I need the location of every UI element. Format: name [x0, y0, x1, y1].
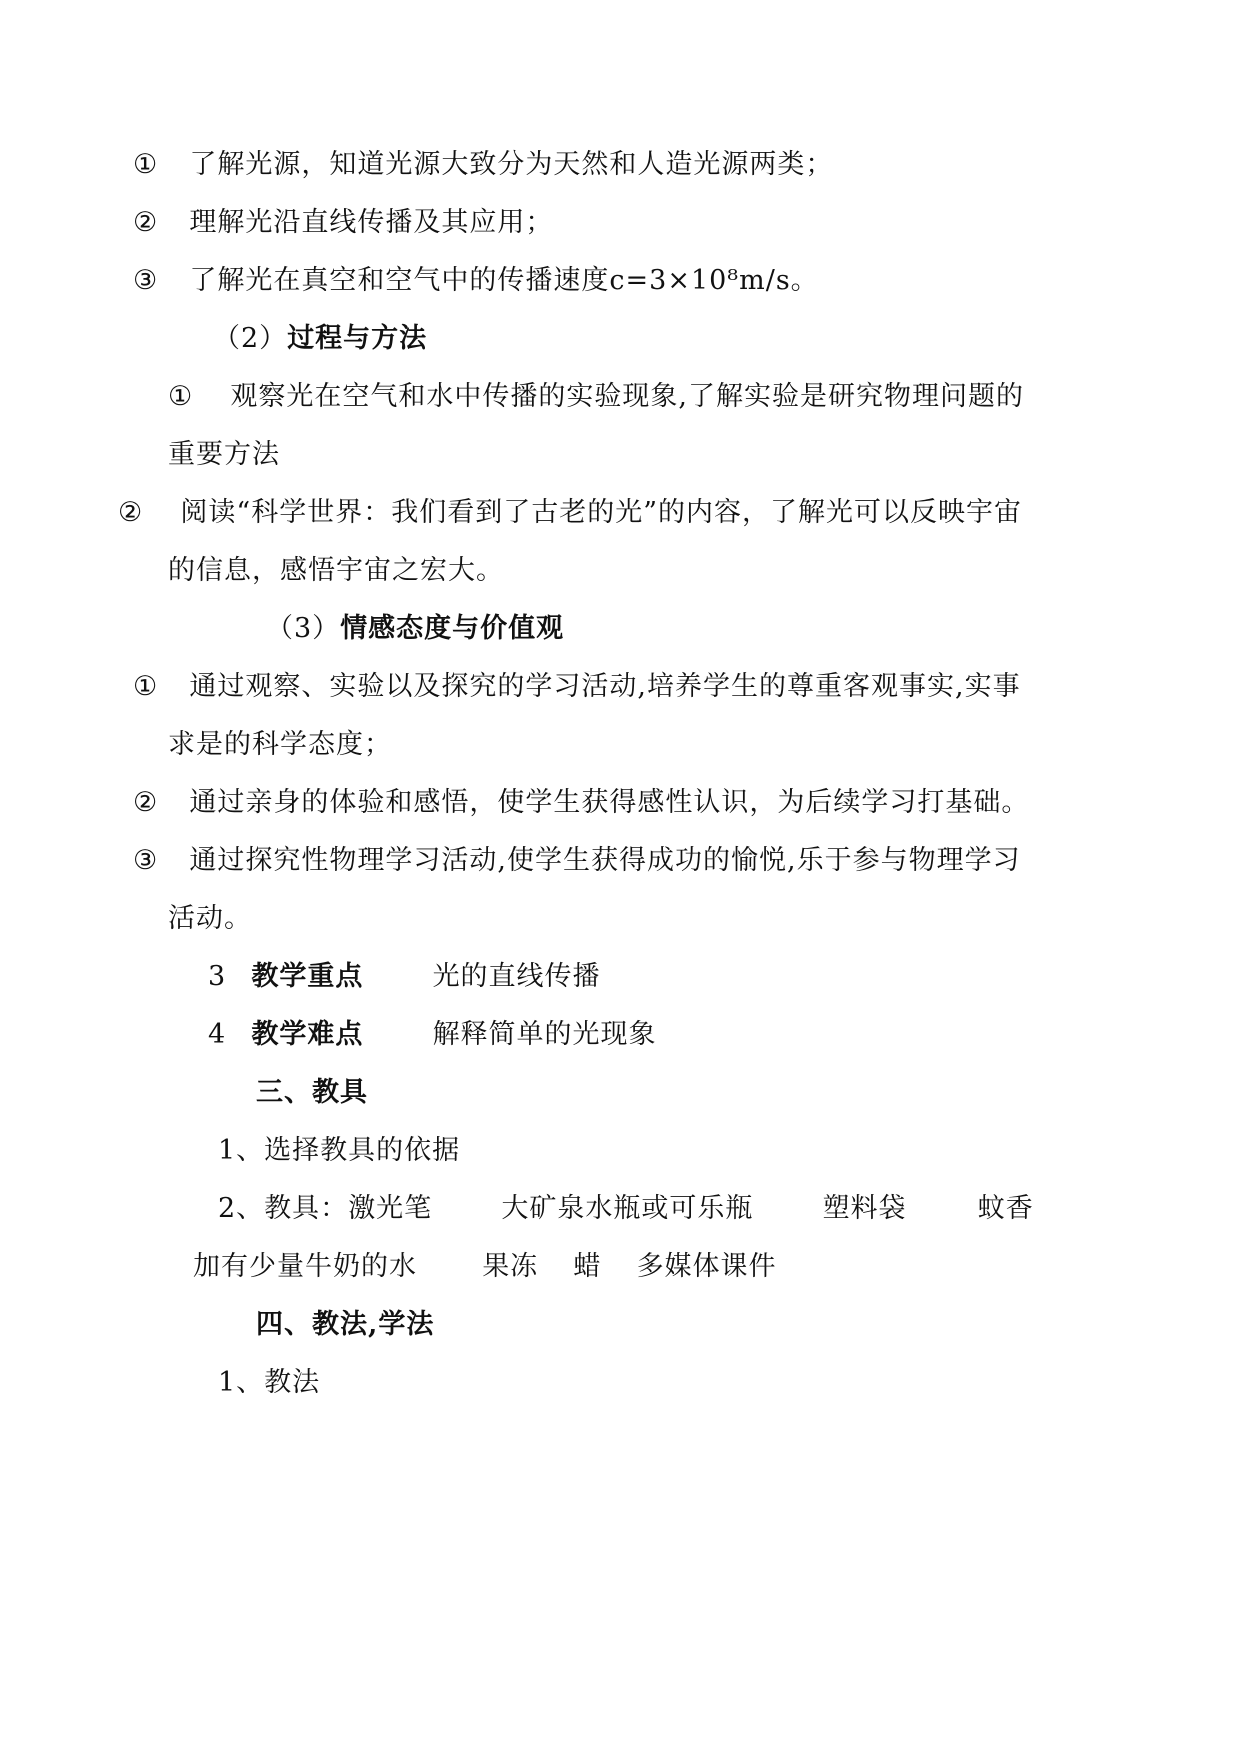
list-marker: ①	[168, 381, 194, 412]
knowledge-item-2	[133, 206, 553, 240]
list-prefix: 2、教具：	[218, 1193, 349, 1224]
process-item-2-continued	[168, 554, 504, 588]
emotion-item-2	[133, 786, 1029, 820]
list-text: 的信息，感悟宇宙之宏大。	[168, 555, 504, 586]
aid-item: 加有少量牛奶的水	[193, 1251, 417, 1282]
list-marker: ③	[133, 845, 159, 876]
section-number: 4	[208, 1019, 227, 1050]
emotion-item-1	[133, 670, 1021, 704]
list-text: 观察光在空气和水中传播的实验现象,了解实验是研究物理问题的	[230, 381, 1024, 412]
process-item-2	[118, 496, 1022, 530]
aid-item: 蚊香	[977, 1193, 1034, 1224]
list-text: 通过亲身的体验和感悟，使学生获得感性认识，为后续学习打基础。	[189, 787, 1030, 818]
aid-item: 蜡	[573, 1251, 602, 1282]
list-text: 了解光在真空和空气中的传播速度c=3×10⁸m/s。	[189, 265, 819, 296]
list-text: 通过观察、实验以及探究的学习活动,培养学生的尊重客观事实,实事	[189, 671, 1021, 702]
list-text: 重要方法	[168, 439, 280, 470]
list-text: 理解光沿直线传播及其应用；	[189, 207, 554, 238]
key-point-label: 教学重点	[251, 961, 364, 992]
list-marker: ③	[133, 265, 159, 296]
section-number: 3	[208, 961, 227, 992]
key-point-line	[208, 960, 601, 994]
emotion-heading	[266, 612, 564, 646]
emotion-item-1-continued	[168, 728, 392, 762]
list-text: 求是的科学态度；	[168, 729, 392, 760]
list-marker: ②	[118, 497, 144, 528]
teaching-aids-list-continued	[193, 1250, 777, 1284]
list-text: 活动。	[168, 903, 252, 934]
process-item-1-continued	[168, 438, 280, 472]
difficulty-line	[208, 1018, 657, 1052]
aid-item: 果冻	[482, 1251, 539, 1282]
teaching-aids-heading: 三、教具	[256, 1077, 368, 1108]
process-heading	[213, 322, 427, 356]
heading-number: （3）	[266, 613, 341, 644]
heading-title: 过程与方法	[287, 323, 428, 354]
teaching-aids-list	[218, 1192, 1034, 1226]
emotion-item-3	[133, 844, 1021, 878]
difficulty-value: 解释简单的光现象	[432, 1019, 657, 1050]
knowledge-item-3	[133, 264, 819, 298]
list-text: 阅读“科学世界：我们看到了古老的光”的内容，了解光可以反映宇宙	[180, 497, 1023, 528]
list-marker: ②	[133, 787, 159, 818]
list-marker: ②	[133, 207, 159, 238]
list-text: 通过探究性物理学习活动,使学生获得成功的愉悦,乐于参与物理学习	[189, 845, 1021, 876]
teaching-aids-basis: 1、选择教具的依据	[218, 1135, 461, 1166]
methods-heading: 四、教法,学法	[256, 1309, 435, 1340]
aid-item: 塑料袋	[822, 1193, 907, 1224]
process-item-1	[168, 380, 1024, 414]
difficulty-label: 教学难点	[251, 1019, 364, 1050]
knowledge-item-1	[133, 148, 833, 182]
heading-number: （2）	[213, 323, 288, 354]
key-point-value: 光的直线传播	[432, 961, 601, 992]
list-marker: ①	[133, 671, 159, 702]
emotion-item-3-continued	[168, 902, 252, 936]
aid-item: 大矿泉水瓶或可乐瓶	[501, 1193, 754, 1224]
list-marker: ①	[133, 149, 159, 180]
list-text: 了解光源，知道光源大致分为天然和人造光源两类；	[189, 149, 834, 180]
aid-item: 多媒体课件	[636, 1251, 777, 1282]
heading-title: 情感态度与价值观	[340, 613, 565, 644]
aid-item: 激光笔	[348, 1193, 433, 1224]
methods-item-1: 1、教法	[218, 1367, 321, 1398]
